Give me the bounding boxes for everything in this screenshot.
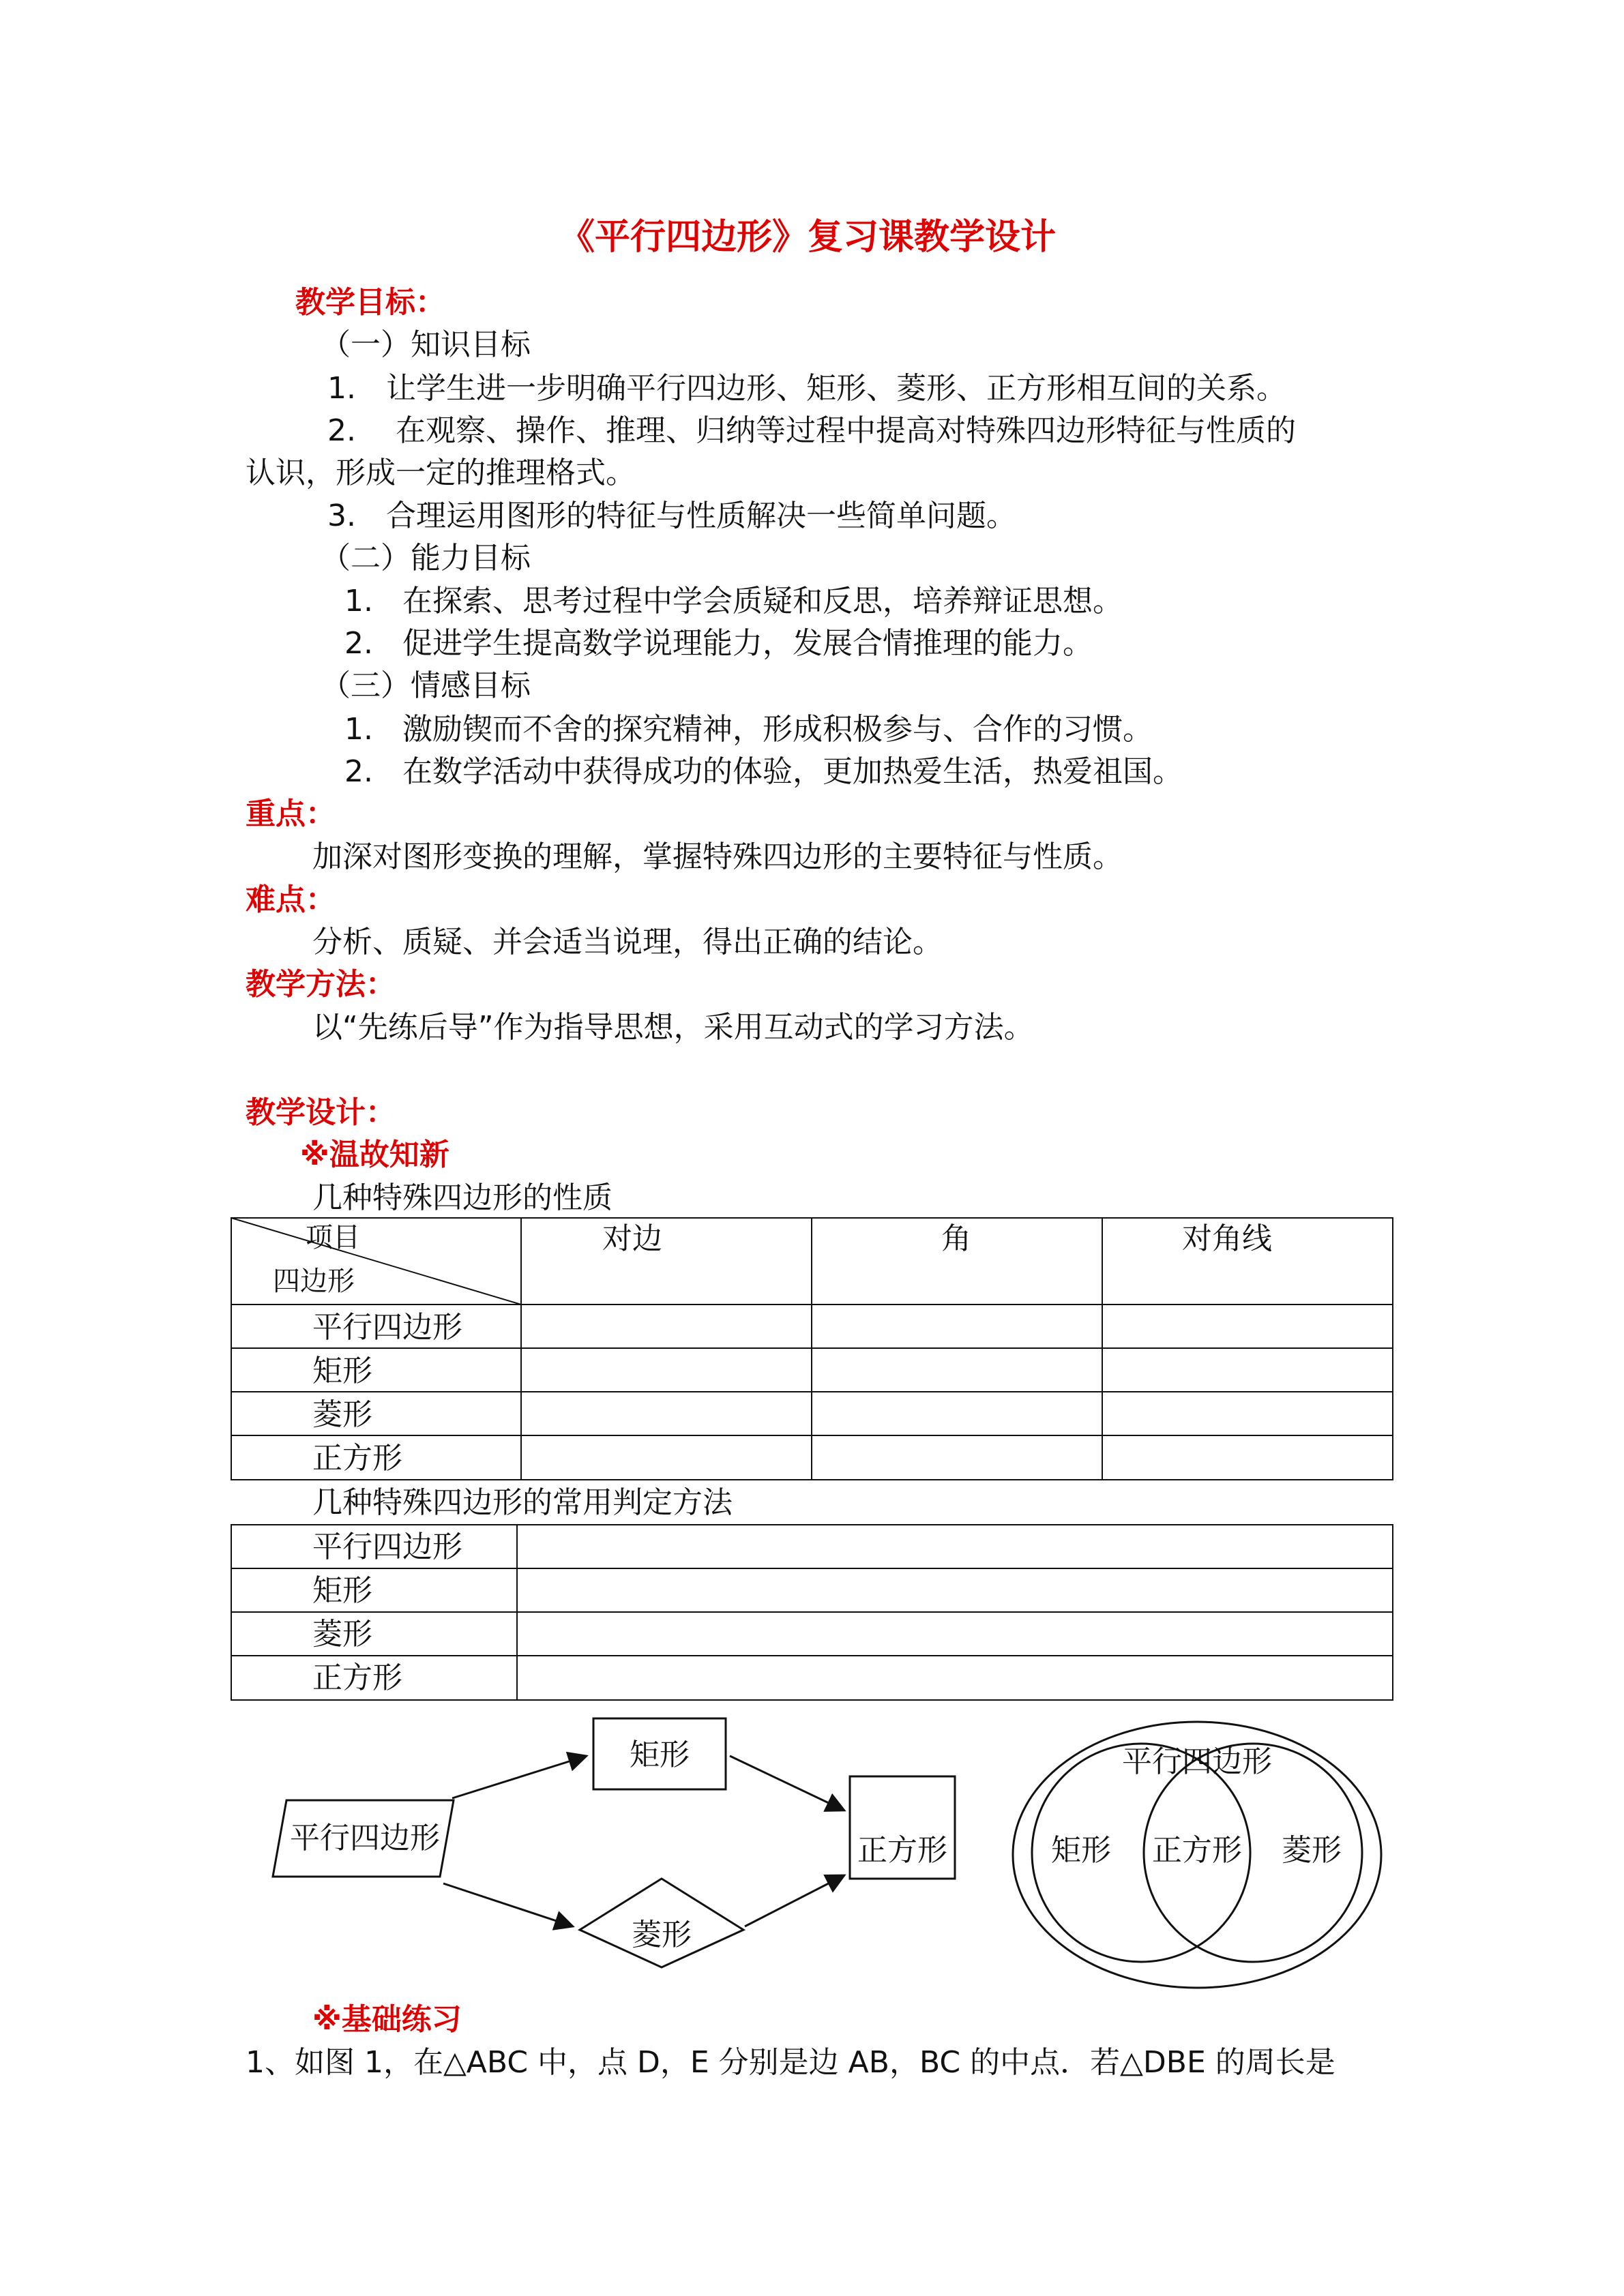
review-heading: ※温故知新 bbox=[300, 1137, 449, 1172]
venn-left-label: 矩形 bbox=[1051, 1833, 1111, 1868]
knowledge-item-num: 3. bbox=[327, 498, 356, 533]
row-label: 平行四边形 bbox=[312, 1310, 462, 1345]
flow-start-label: 平行四边形 bbox=[290, 1821, 440, 1855]
ability-item-num: 1. bbox=[344, 584, 373, 618]
column-header: 角 bbox=[941, 1221, 971, 1256]
knowledge-item-num: 2. bbox=[327, 413, 356, 448]
design-heading: 教学设计： bbox=[246, 1095, 396, 1130]
knowledge-item-text: 合理运用图形的特征与性质解决一些简单问题。 bbox=[386, 498, 1016, 533]
knowledge-item-text: 让学生进一步明确平行四边形、矩形、菱形、正方形相互间的关系。 bbox=[386, 371, 1286, 406]
row-label: 正方形 bbox=[312, 1441, 402, 1476]
objectives-heading: 教学目标： bbox=[295, 285, 445, 320]
knowledge-item-text: 在观察、操作、推理、归纳等过程中提高对特殊四边形特征与性质的 bbox=[396, 413, 1296, 448]
row-label: 矩形 bbox=[312, 1573, 372, 1608]
row-label: 平行四边形 bbox=[312, 1530, 462, 1564]
emotion-item-num: 1. bbox=[344, 712, 373, 747]
corner-label-bottom: 四边形 bbox=[273, 1266, 355, 1297]
column-header: 对角线 bbox=[1182, 1221, 1272, 1256]
emotion-heading: （三）情感目标 bbox=[321, 668, 531, 703]
arrow-parallelogram-to-rhombus bbox=[443, 1883, 573, 1926]
properties-caption: 几种特殊四边形的性质 bbox=[312, 1180, 612, 1215]
practice-heading: ※基础练习 bbox=[312, 2002, 462, 2037]
corner-label-top: 项目 bbox=[306, 1222, 360, 1253]
arrow-parallelogram-to-rectangle bbox=[452, 1756, 587, 1798]
practice-question-1: 1、如图 1，在△ABC 中，点 D，E 分别是边 AB，BC 的中点．若△DBE 的周长是 bbox=[246, 2045, 1335, 2080]
flow-lower-label: 菱形 bbox=[632, 1918, 692, 1952]
properties-table bbox=[231, 1217, 1393, 1480]
row-label: 正方形 bbox=[312, 1660, 402, 1695]
knowledge-heading: （一）知识目标 bbox=[321, 327, 531, 362]
row-label: 菱形 bbox=[312, 1617, 372, 1652]
column-header: 对边 bbox=[602, 1221, 662, 1256]
arrow-rhombus-to-square bbox=[745, 1875, 844, 1926]
venn-middle-label: 正方形 bbox=[1152, 1833, 1242, 1868]
knowledge-item-continuation: 认识，形成一定的推理格式。 bbox=[246, 456, 636, 490]
criteria-table bbox=[231, 1524, 1393, 1701]
difficulty-heading: 难点： bbox=[246, 882, 336, 917]
method-heading: 教学方法： bbox=[246, 967, 396, 1002]
properties-table-grid bbox=[231, 1217, 1393, 1480]
criteria-caption: 几种特殊四边形的常用判定方法 bbox=[312, 1485, 733, 1520]
row-label: 菱形 bbox=[312, 1397, 372, 1432]
venn-diagram bbox=[1003, 1712, 1391, 1998]
emotion-item-text: 在数学活动中获得成功的体验，更加热爱生活，热爱祖国。 bbox=[402, 754, 1183, 789]
ability-heading: （二）能力目标 bbox=[321, 541, 531, 576]
venn-outer-label: 平行四边形 bbox=[1122, 1744, 1272, 1779]
key-point-heading: 重点： bbox=[246, 796, 336, 831]
key-point-text: 加深对图形变换的理解，掌握特殊四边形的主要特征与性质。 bbox=[312, 839, 1123, 874]
ability-item-text: 促进学生提高数学说理能力，发展合情推理的能力。 bbox=[402, 626, 1093, 661]
page-title: 《平行四边形》复习课教学设计 bbox=[559, 217, 1057, 258]
ability-item-num: 2. bbox=[344, 626, 373, 661]
emotion-item-text: 激励锲而不舍的探究精神，形成积极参与、合作的习惯。 bbox=[402, 712, 1153, 747]
emotion-item-num: 2. bbox=[344, 754, 373, 789]
row-label: 矩形 bbox=[312, 1354, 372, 1388]
venn-right-label: 菱形 bbox=[1282, 1833, 1342, 1868]
flow-diagram bbox=[259, 1705, 969, 1991]
method-text: 以“先练后导”作为指导思想，采用互动式的学习方法。 bbox=[312, 1010, 1034, 1045]
ability-item-text: 在探索、思考过程中学会质疑和反思，培养辩证思想。 bbox=[402, 584, 1123, 618]
arrow-rectangle-to-square bbox=[730, 1756, 844, 1810]
flow-upper-label: 矩形 bbox=[630, 1738, 690, 1772]
difficulty-text: 分析、质疑、并会适当说理，得出正确的结论。 bbox=[312, 925, 943, 959]
knowledge-item-num: 1. bbox=[327, 371, 356, 406]
flow-end-label: 正方形 bbox=[857, 1833, 947, 1868]
